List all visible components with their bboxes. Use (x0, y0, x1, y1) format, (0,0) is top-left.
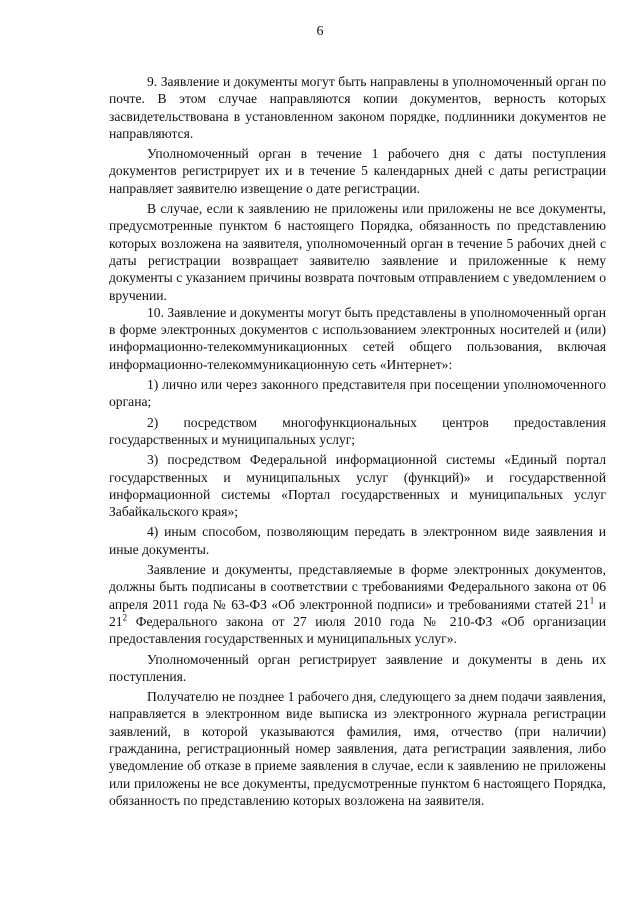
paragraph-10: 10. Заявление и документы могут быть представлены в уполномоченный орган в форме электронных документов с использованием электронных носителей и (или) информационно-телекоммуникационных сетей общего пользования, включая информационно-телекоммуникационную сеть «Интернет»: (109, 304, 606, 372)
signature-text-3: Федерального закона от 27 июля 2010 года № 210-ФЗ «Об организации предоставления государственных и муниципальных услуг». (109, 613, 606, 647)
superscript-1: 1 (589, 595, 595, 606)
superscript-2: 2 (122, 612, 128, 623)
signature-text-1: Заявление и документы, представляемые в форме электронных документов, должны быть подписаны в соответствии с требованиями Федерального закона от 06 апреля 2011 года № 63-ФЗ «Об электронной подписи» и требованиями статей 21 (109, 562, 606, 612)
page-number: 6 (316, 24, 324, 39)
paragraph-return: В случае, если к заявлению не приложены или приложены не все документы, предусмотренные пунктом 6 настоящего Порядка, обязанность по представлению которых возложена на заявителя, уполномоченный орган в течение 5 рабочих дней с даты регистрации возвращает заявителю заявление и приложенные к нему документы с указанием причины возврата почтовым отправлением с уведомлением о вручении. (109, 201, 606, 303)
document-body (109, 73, 606, 809)
paragraph-registration: Уполномоченный орган в течение 1 рабочего дня с даты поступления документов регистрирует их и в течение 5 календарных дней с даты регистрации направляет заявителю извещение о дате регистрации. (109, 146, 606, 196)
list-item-1: 1) лично или через законного представителя при посещении уполномоченного органа; (109, 377, 606, 410)
list-item-2: 2) посредством многофункциональных центров предоставления государственных и муниципальных услуг; (109, 414, 606, 447)
paragraph-extract: Получателю не позднее 1 рабочего дня, следующего за днем подачи заявления, направляется в электронном виде выписка из электронного журнала регистрации заявлений, в которой указываются фамилия, имя, отчество (при наличии) гражданина, регистрационный номер заявления, дата регистрации заявления, либо уведомление об отказе в приеме заявления в случае, если к заявлению не приложены или приложены не все документы, предусмотренные пунктом 6 настоящего Порядка, обязанность по представлению которых возложена на заявителя. (109, 689, 606, 808)
list-item-4: 4) иным способом, позволяющим передать в электронном виде заявления и иные документы. (109, 524, 606, 557)
paragraph-9: 9. Заявление и документы могут быть направлены в уполномоченный орган по почте. В этом случае направляются копии документов, верность которых засвидетельствована в установленном законом порядке, подлинники документов не направляются. (109, 74, 606, 141)
list-item-3: 3) посредством Федеральной информационной системы «Единый портал государственных и муниципальных услуг (функций)» и государственной информационной системы «Портал государственных и муниципальных услуг Забайкальского края»; (109, 452, 606, 520)
paragraph-signature (109, 561, 606, 647)
paragraph-day-of-receipt: Уполномоченный орган регистрирует заявление и документы в день их поступления. (109, 651, 606, 684)
signature-text-2: и 21 (109, 596, 606, 629)
